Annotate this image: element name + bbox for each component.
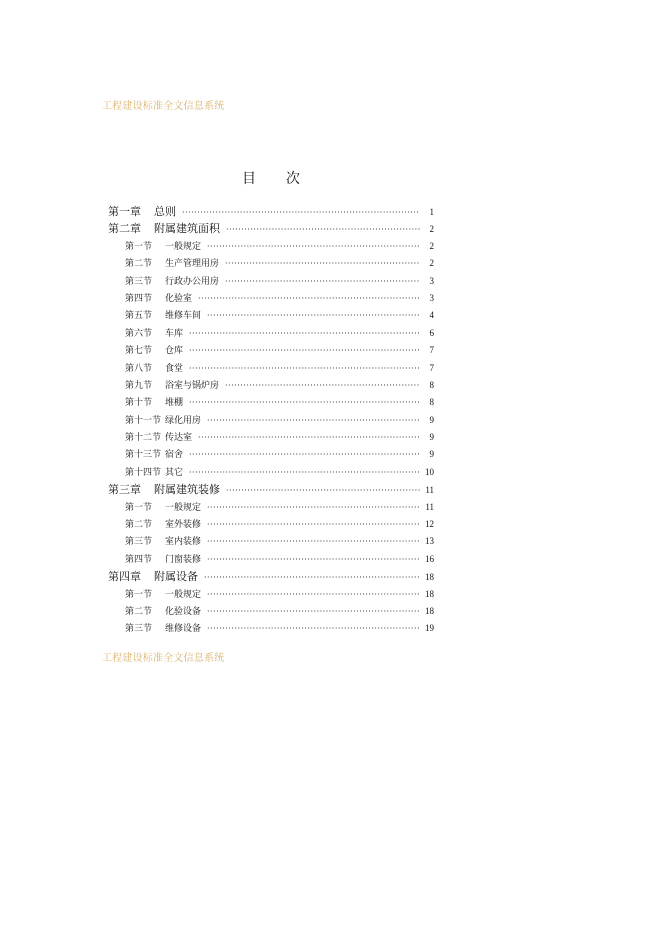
dot-leader [189, 464, 420, 481]
toc-chapter-row[interactable] [108, 220, 434, 237]
toc-section-row[interactable] [108, 238, 434, 255]
toc-chapter-row[interactable] [108, 203, 434, 220]
toc-section-row[interactable] [108, 533, 434, 550]
dot-leader [207, 533, 420, 550]
toc-entry-number: 第四节 [125, 554, 153, 565]
toc-entry-title: 一般规定 [165, 241, 202, 252]
toc-section-row[interactable] [108, 586, 434, 603]
toc-entry-number: 第四章 [108, 570, 141, 584]
toc-entry-number: 第二节 [125, 259, 153, 270]
dot-leader [189, 446, 420, 463]
dot-leader [198, 290, 420, 307]
toc-entry-number: 第十一节 [125, 415, 162, 426]
toc-entry-number: 第三章 [108, 483, 141, 497]
dot-leader [225, 255, 420, 272]
toc-title-part1: 目 [242, 171, 256, 187]
toc-entry-number: 第三节 [125, 624, 153, 635]
toc-entry-title: 宿舍 [165, 450, 184, 461]
toc-entry-title: 室内装修 [165, 537, 202, 548]
dot-leader [207, 620, 420, 637]
dot-leader [207, 586, 420, 603]
dot-leader [225, 273, 420, 290]
toc-entry-number: 第八节 [125, 363, 153, 374]
toc-page-number: 2 [429, 224, 434, 235]
toc-chapter-row[interactable] [108, 568, 434, 585]
toc-entry-number: 第一章 [108, 205, 141, 218]
dot-leader [207, 412, 420, 429]
toc-section-row[interactable] [108, 603, 434, 620]
toc-page-number: 9 [429, 414, 434, 425]
toc-entry-number: 第四节 [125, 293, 153, 304]
toc-entry-title: 仓库 [165, 346, 184, 357]
toc-entry-number: 第七节 [125, 346, 153, 357]
dot-leader [189, 360, 420, 377]
toc-entry-title: 堆棚 [165, 398, 184, 409]
toc-entry-title: 传达室 [165, 433, 193, 444]
toc-page-number: 12 [425, 519, 434, 530]
dot-leader [207, 238, 420, 255]
toc-entry-title: 行政办公用房 [165, 276, 220, 287]
toc-title-part2: 次 [286, 171, 300, 187]
toc-entry-number: 第二节 [125, 606, 153, 617]
toc-entry-title: 附属设备 [154, 570, 198, 584]
toc-section-row[interactable] [108, 464, 434, 481]
toc-section-row[interactable] [108, 342, 434, 359]
toc-entry-title: 门窗装修 [165, 554, 202, 565]
toc-section-row[interactable] [108, 499, 434, 516]
dot-leader [225, 377, 420, 394]
toc-page-number: 11 [425, 485, 434, 496]
toc-page-number: 7 [429, 345, 434, 356]
toc-page-number: 10 [425, 466, 434, 477]
toc-page-number: 4 [429, 310, 434, 321]
toc-section-row[interactable] [108, 412, 434, 429]
dot-leader [226, 482, 420, 499]
toc-entry-title: 其它 [165, 467, 184, 478]
toc-entry-title: 绿化用房 [165, 415, 202, 426]
dot-leader [207, 603, 420, 620]
toc-section-row[interactable] [108, 516, 434, 533]
toc-section-row[interactable] [108, 620, 434, 637]
toc-section-row[interactable] [108, 551, 434, 568]
toc-entry-title: 室外装修 [165, 520, 202, 531]
toc-page-number: 2 [429, 258, 434, 269]
toc-entry-number: 第十四节 [125, 467, 162, 478]
toc-page-number: 19 [425, 623, 434, 634]
dot-leader [204, 569, 420, 586]
toc-entry-number: 第一节 [125, 502, 153, 513]
toc-section-row[interactable] [108, 307, 434, 324]
toc-section-row[interactable] [108, 290, 434, 307]
dot-leader [198, 429, 420, 446]
toc-page-number: 7 [429, 362, 434, 373]
toc-section-row[interactable] [108, 429, 434, 446]
toc-page-number: 3 [429, 292, 434, 303]
toc-page-number: 18 [425, 605, 434, 616]
toc-page-number: 18 [425, 588, 434, 599]
watermark-top: 工程建设标准全文信息系统 [102, 101, 225, 112]
toc-section-row[interactable] [108, 325, 434, 342]
toc-entry-title: 总则 [154, 205, 176, 218]
toc-entry-title: 浴室与锅炉房 [165, 380, 220, 391]
toc-page-number: 2 [429, 240, 434, 251]
dot-leader [189, 342, 420, 359]
toc-entry-number: 第九节 [125, 380, 153, 391]
toc-title [242, 168, 300, 188]
dot-leader [189, 394, 420, 411]
table-of-contents [108, 203, 434, 638]
toc-entry-title: 一般规定 [165, 589, 202, 600]
toc-entry-title: 生产管理用房 [165, 259, 220, 270]
toc-entry-number: 第十二节 [125, 433, 162, 444]
toc-entry-title: 一般规定 [165, 502, 202, 513]
toc-entry-title: 维修设备 [165, 624, 202, 635]
toc-page-number: 13 [425, 536, 434, 547]
toc-entry-number: 第一节 [125, 241, 153, 252]
toc-page-number: 3 [429, 275, 434, 286]
toc-page-number: 6 [429, 327, 434, 338]
toc-page-number: 9 [429, 449, 434, 460]
toc-entry-number: 第一节 [125, 589, 153, 600]
toc-entry-number: 第三节 [125, 276, 153, 287]
toc-entry-number: 第十节 [125, 398, 153, 409]
toc-page-number: 16 [425, 553, 434, 564]
toc-page-number: 1 [429, 207, 434, 217]
watermark-bottom: 工程建设标准全文信息系统 [102, 653, 225, 664]
dot-leader [207, 551, 420, 568]
dot-leader [189, 325, 420, 342]
dot-leader [207, 307, 420, 324]
toc-page-number: 18 [425, 572, 434, 583]
dot-leader [207, 516, 420, 533]
dot-leader [182, 204, 420, 221]
toc-entry-number: 第十三节 [125, 450, 162, 461]
toc-section-row[interactable] [108, 446, 434, 463]
toc-section-row[interactable] [108, 360, 434, 377]
toc-section-row[interactable] [108, 255, 434, 272]
toc-page-number: 9 [429, 432, 434, 443]
toc-entry-number: 第二章 [108, 222, 141, 236]
toc-entry-number: 第二节 [125, 520, 153, 531]
toc-entry-title: 车库 [165, 328, 184, 339]
toc-section-row[interactable] [108, 273, 434, 290]
toc-entry-title: 附属建筑面积 [154, 222, 220, 236]
toc-entry-title: 食堂 [165, 363, 184, 374]
toc-entry-number: 第三节 [125, 537, 153, 548]
toc-entry-number: 第五节 [125, 311, 153, 322]
toc-chapter-row[interactable] [108, 481, 434, 498]
toc-entry-title: 维修车间 [165, 311, 202, 322]
dot-leader [207, 499, 420, 516]
toc-page-number: 8 [429, 379, 434, 390]
toc-section-row[interactable] [108, 394, 434, 411]
toc-section-row[interactable] [108, 377, 434, 394]
toc-entry-title: 化验设备 [165, 606, 202, 617]
toc-page-number: 8 [429, 397, 434, 408]
toc-entry-title: 附属建筑装修 [154, 483, 220, 497]
toc-entry-number: 第六节 [125, 328, 153, 339]
toc-entry-title: 化验室 [165, 293, 193, 304]
dot-leader [226, 221, 420, 238]
toc-page-number: 11 [425, 501, 434, 512]
